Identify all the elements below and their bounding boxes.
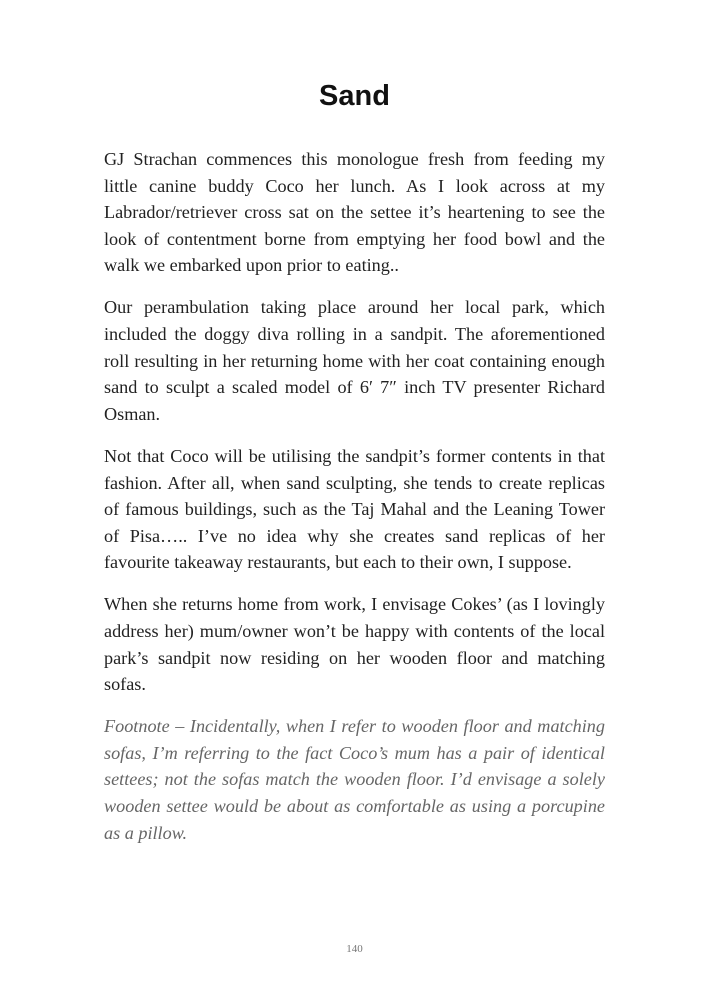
page-title: Sand: [319, 80, 390, 112]
paragraph: Our perambulation taking place around her local park, which included the doggy diva rolling in a sandpit. The aforementioned roll resulting in her returning home with her coat containing enough sand to sculpt a scaled model of 6′ 7″ inch TV presenter Richard Osman.: [104, 297, 605, 424]
paragraph: GJ Strachan commences this monologue fresh from feeding my little canine buddy Coco her lunch. As I look across at my Labrador/retriever cross sat on the settee it’s heartening to see the look of contentment borne from emptying her food bowl and the walk we embarked upon prior to eating..: [104, 149, 605, 276]
footnote: Footnote – Incidentally, when I refer to wooden floor and matching sofas, I’m referring to the fact Coco’s mum has a pair of identical settees; not the sofas match the wooden floor. I’d envisage a solely wooden settee would be about as comfortable as using a porcupine as a pillow.: [104, 716, 605, 843]
page-number: 140: [346, 943, 363, 955]
body-text: [104, 146, 605, 862]
paragraph: When she returns home from work, I envisage Cokes’ (as I lovingly address her) mum/owner won’t be happy with contents of the local park’s sandpit now residing on her wooden floor and matching sofas.: [104, 594, 605, 695]
paragraph: Not that Coco will be utilising the sandpit’s former contents in that fashion. After all, when sand sculpting, she tends to create replicas of famous buildings, such as the Taj Mahal and the Leaning Tower of Pisa….. I’ve no idea why she creates sand replicas of her favourite takeaway restaurants, but each to their own, I suppose.: [104, 445, 605, 573]
